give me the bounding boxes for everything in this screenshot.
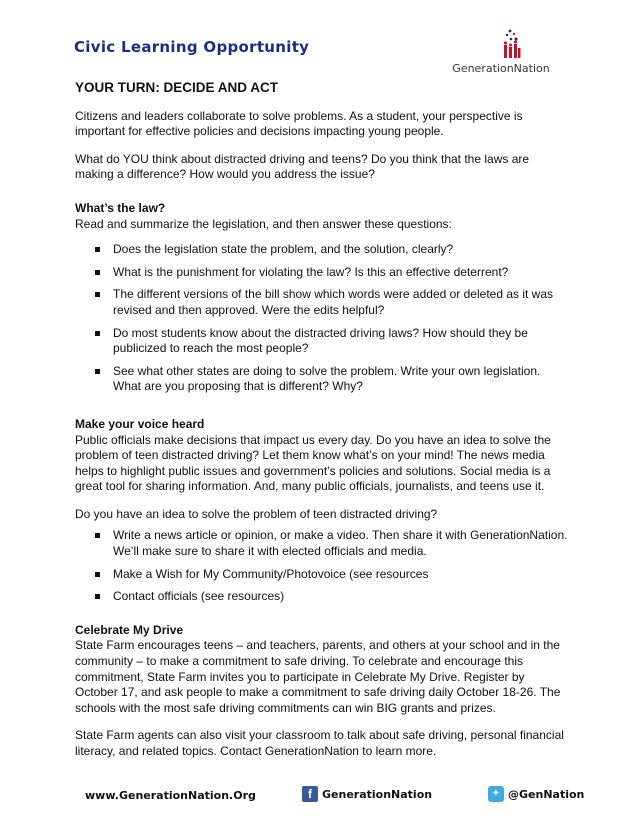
document-body <box>75 80 570 772</box>
facebook-label: GenerationNation <box>322 787 433 801</box>
voice-section-text: Public officials make decisions that impact us every day. Do you have an idea to solve the problem of teen distracted driving? Let them know what’s on your mind! The news media helps to highlight public issues and government’s policies and solutions. Social media is a great tool for sharing information. And, many public officials, journalists, and teens use it. <box>75 432 551 494</box>
list-item: Contact officials (see resources) <box>75 589 570 605</box>
generationnation-logo <box>446 28 556 80</box>
list-item: Does the legislation state the problem, and the solution, clearly? <box>75 242 570 258</box>
voice-section-title: Make your voice heard <box>75 416 205 431</box>
twitter-icon: ✦ <box>488 786 504 802</box>
voice-section <box>75 417 570 605</box>
law-section-title: What’s the law? <box>75 200 166 215</box>
law-section <box>75 201 570 395</box>
voice-action-list <box>75 528 570 604</box>
list-item: What is the punishment for violating the law? Is this an effective deterrent? <box>75 265 570 281</box>
law-question-list <box>75 242 570 395</box>
list-item: Do most students know about the distracted driving laws? How should they be publicized to reach the most people? <box>75 326 570 357</box>
website-link[interactable]: www.GenerationNation.Org <box>85 789 256 802</box>
drive-section <box>75 623 570 760</box>
list-item: The different versions of the bill show which words were added or deleted as it was revised and then approved. Were the edits helpful? <box>75 287 570 318</box>
twitter-label: @GenNation <box>508 787 585 801</box>
page-heading: YOUR TURN: DECIDE AND ACT <box>75 80 278 95</box>
logo-figures-icon <box>500 28 524 60</box>
facebook-icon: f <box>302 786 318 802</box>
facebook-link[interactable] <box>302 786 432 802</box>
header-title: Civic Learning Opportunity <box>74 38 310 56</box>
list-item: Make a Wish for My Community/Photovoice (see resources <box>75 567 570 583</box>
question-paragraph: What do YOU think about distracted driving and teens? Do you think that the laws are making a difference? How would you address the issue? <box>75 151 530 182</box>
drive-section-text-2: State Farm agents can also visit your classroom to talk about safe driving, personal financial literacy, and related topics. Contact GenerationNation to learn more. <box>75 728 564 758</box>
twitter-link[interactable] <box>488 786 584 802</box>
list-item: Write a news article or opinion, or make a video. Then share it with GenerationNation. We’ll make sure to share it with elected officials and media. <box>75 528 570 559</box>
law-section-text: Read and summarize the legislation, and then answer these questions: <box>75 216 452 231</box>
drive-section-title: Celebrate My Drive <box>75 622 184 637</box>
list-item: See what other states are doing to solve the problem. Write your own legislation. What are you proposing that is different? Why? <box>75 364 570 395</box>
drive-section-text: State Farm encourages teens – and teachers, parents, and others at your school and in the community – to make a commitment to safe driving. To celebrate and encourage this commitment, State Farm invites you to participate in Celebrate My Drive. Register by October 17, and ask people to make a commitment to safe driving daily October 18-26. The schools with the most safe driving commitments can win BIG grants and prizes. <box>75 638 561 715</box>
intro-paragraph: Citizens and leaders collaborate to solve problems. As a student, your perspective is important for effective policies and decisions impacting young people. <box>75 108 523 139</box>
voice-question: Do you have an idea to solve the problem of teen distracted driving? <box>75 506 438 521</box>
logo-text: GenerationNation <box>452 62 550 75</box>
footer <box>0 786 638 806</box>
